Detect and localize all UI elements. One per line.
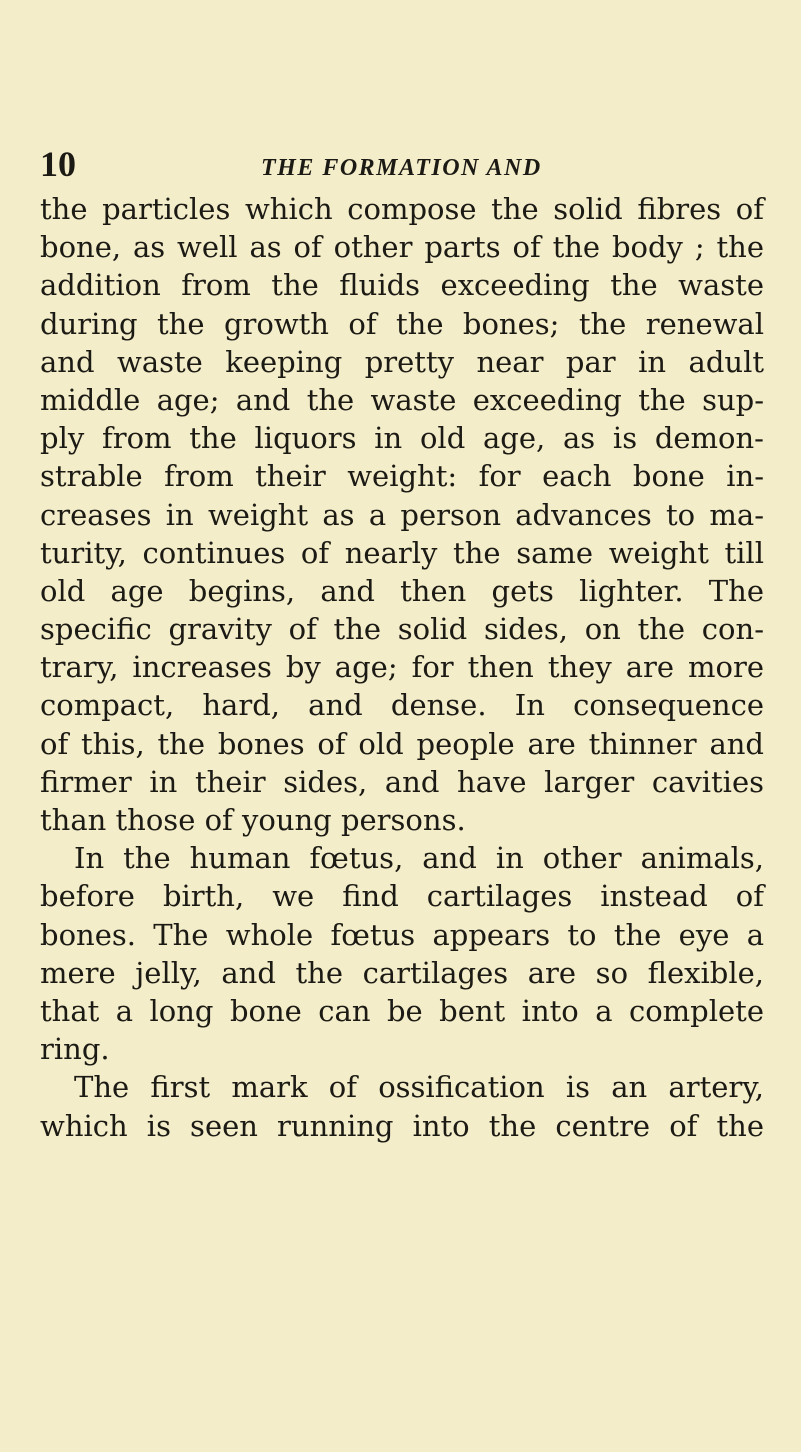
body-text bbox=[40, 190, 764, 1145]
text-line: mere jelly, and the cartilages are so flexible, bbox=[40, 955, 764, 990]
text-line: ring. bbox=[40, 1032, 110, 1067]
text-line: compact, hard, and dense. In consequence bbox=[40, 688, 764, 723]
text-line: addition from the fluids exceeding the waste bbox=[40, 268, 764, 303]
running-head: THE FORMATION AND bbox=[261, 155, 542, 181]
text-line: and waste keeping pretty near par in adult bbox=[40, 344, 764, 379]
text-line: than those of young persons. bbox=[40, 803, 466, 837]
text-line: The first mark of ossification is an artery, bbox=[74, 1070, 764, 1105]
page-number: 10 bbox=[40, 144, 76, 184]
text-line: strable from their weight: for each bone in- bbox=[40, 459, 764, 494]
text-line: of this, the bones of old people are thinner and bbox=[40, 726, 764, 761]
text-line: firmer in their sides, and have larger cavities bbox=[40, 764, 764, 799]
text-line: trary, increases by age; for then they are more bbox=[40, 650, 764, 685]
text-line: ply from the liquors in old age, as is demon- bbox=[40, 421, 764, 456]
text-line: bone, as well as of other parts of the body ; the bbox=[40, 230, 764, 265]
text-line: during the growth of the bones; the renewal bbox=[40, 306, 764, 341]
text-line: that a long bone can be bent into a complete bbox=[40, 993, 764, 1028]
text-line: the particles which compose the solid fibres of bbox=[40, 192, 764, 226]
text-line: middle age; and the waste exceeding the sup- bbox=[40, 382, 764, 417]
text-line: turity, continues of nearly the same weight till bbox=[40, 535, 764, 570]
text-line: old age begins, and then gets lighter. The bbox=[40, 573, 764, 608]
text-line: creases in weight as a person advances to ma- bbox=[40, 497, 764, 532]
text-line: before birth, we find cartilages instead of bbox=[40, 879, 764, 914]
text-line: specific gravity of the solid sides, on the con- bbox=[40, 612, 764, 647]
text-line: bones. The whole fœtus appears to the eye a bbox=[40, 917, 764, 952]
text-line: In the human fœtus, and in other animals, bbox=[74, 841, 764, 876]
text-line: which is seen running into the centre of the bbox=[40, 1108, 764, 1143]
page-header bbox=[40, 144, 760, 188]
